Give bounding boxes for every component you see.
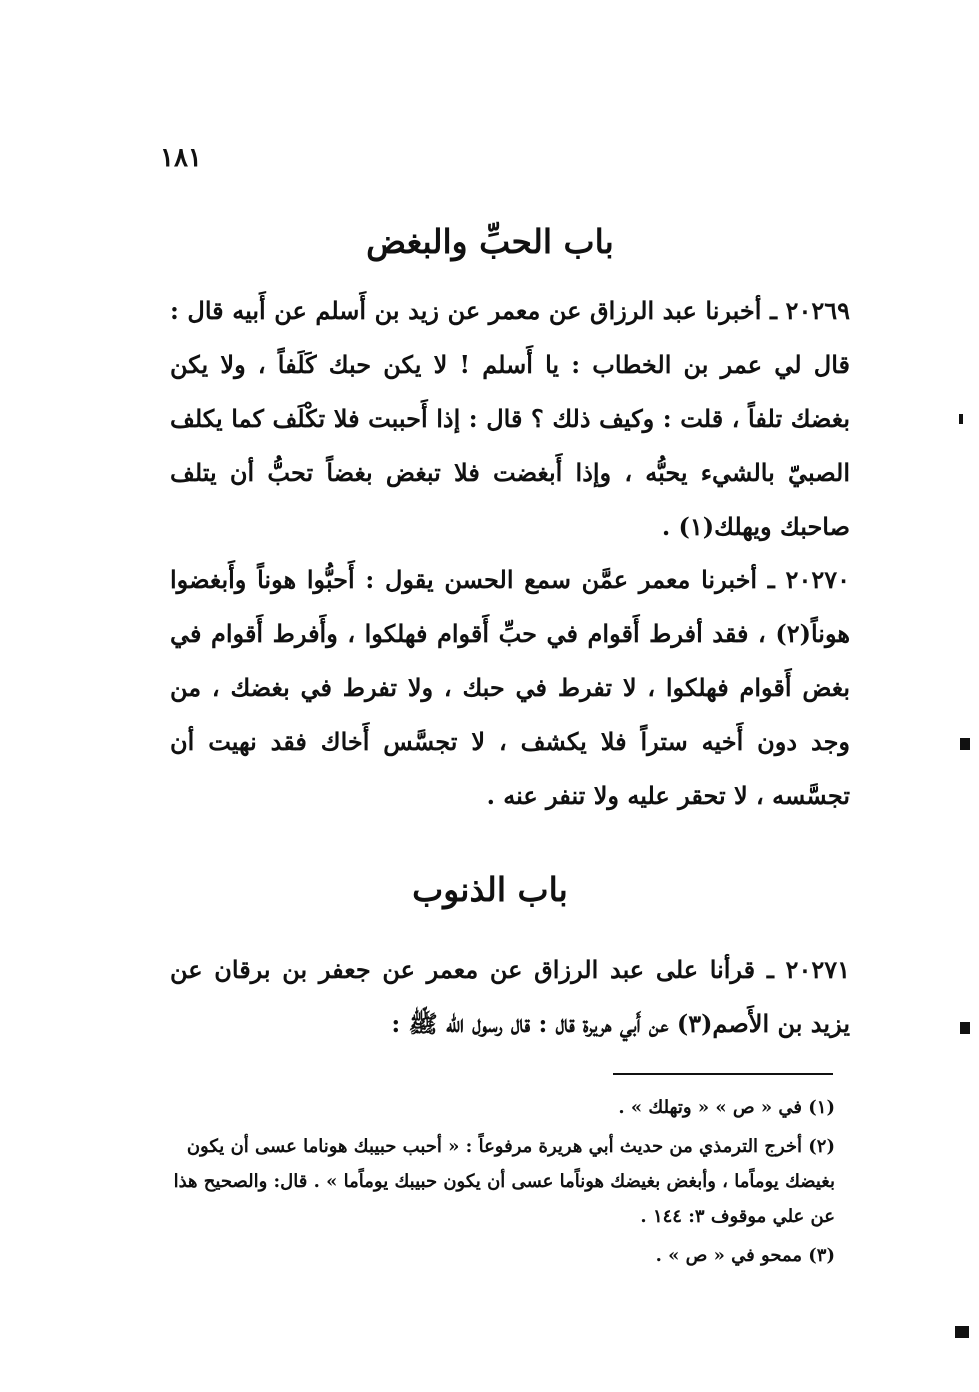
footnote-divider xyxy=(613,1073,833,1075)
scan-edge-mark xyxy=(955,1326,969,1338)
footnote-1: (١) في « ص » « وتهلك » . xyxy=(618,1097,835,1118)
section-heading-love-hate: باب الحبِّ والبغض xyxy=(366,222,614,261)
hadith-paragraph-20270: ٢٠٢٧٠ ـ أخبرنا معمر عمَّن سمع الحسن يقول : أَحبُّوا هوناً وأَبغضوا هوناً(٢) ، فقد أفرط أَقوام في حبِّ أَقوام فهلكوا ، وأَفرط أَقوام في بغض أَقوام فهلكوا ، لا تفرط في حبك ، ولا تفرط في بغضك ، من وجد دون أَخيه ستراً فلا يكشف ، لا تجسَّس أَخاك فقد نهيت أن تجسَّسه ، لا تحقر عليه ولا تنفر عنه . xyxy=(170,565,850,810)
scan-edge-mark xyxy=(960,1022,970,1034)
scan-edge-mark xyxy=(959,414,963,424)
footnote-2: (٢) أخرج الترمذي من حديث أبي هريرة مرفوعاً : « أحبب حبيبك هوناما عسى أن يكون بغيضك يوماًما ، وأبغض بغيضك هوناًما عسى أن يكون حبيبك يوماًما » . قال: والصحيح هذا عن علي موقوف ٣: ١٤٤ . xyxy=(173,1136,835,1227)
page-number: ١٨١ xyxy=(160,143,202,173)
section-heading-sins: باب الذنوب xyxy=(412,870,568,909)
footnotes xyxy=(160,1090,835,1273)
hadith-paragraph-20271: ٢٠٢٧١ ـ قرأنا على عبد الرزاق عن معمر عن جعفر بن برقان عن يزيد بن الأَصم(٣) عن أَبي هريرة قال : قال رسول الله ﷺ : xyxy=(170,955,850,1038)
scan-edge-mark xyxy=(960,738,970,750)
hadith-paragraph-20269: ٢٠٢٦٩ ـ أخبرنا عبد الرزاق عن معمر عن زيد بن أَسلم عن أَبيه قال : قال لي عمر بن الخطاب : يا أَسلم ! لا يكن حبك كَلَفاً ، ولا يكن بغضك تلفاً ، قلت : وكيف ذلك ؟ قال : إذا أَحببت فلا تكْلَف كما يكلف الصبيّ بالشيء يحبُّه ، وإذا أَبغضت فلا تبغض بغضاً تحبُّ أن يتلف صاحبك ويهلك(١) . xyxy=(170,296,850,541)
footnote-3: (٣) ممحو في « ص » . xyxy=(655,1245,835,1266)
